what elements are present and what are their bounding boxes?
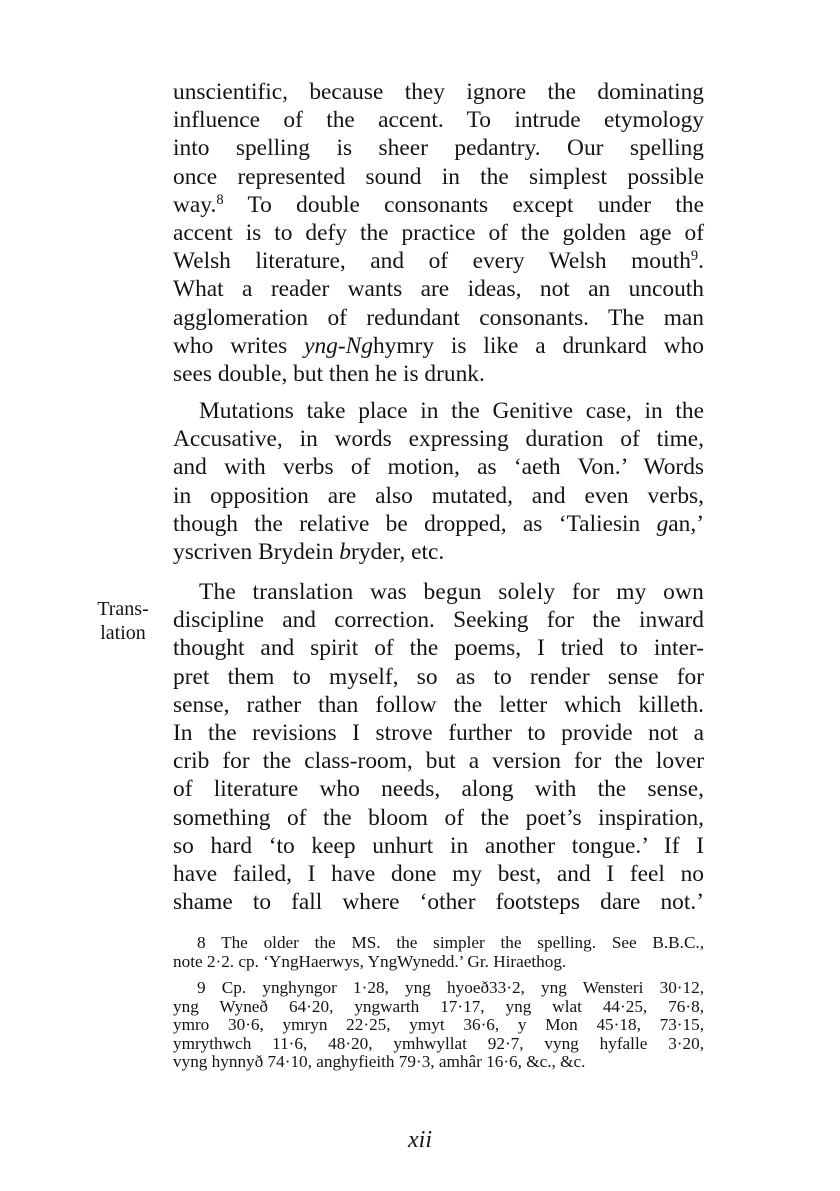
text-line: into spelling is sheer pedantry. Our spelling <box>173 135 704 162</box>
text-line: sense, rather than follow the letter which killeth. <box>173 691 704 718</box>
text-line: sees double, but then he is drunk. <box>173 361 485 388</box>
footnote-line: yng Wyneð 64·20, yngwarth 17·17, yng wlat 44·25, 76·8, <box>173 996 704 1016</box>
page-number: xii <box>408 1127 432 1153</box>
text-line <box>173 510 704 538</box>
text-line: shame to fall where ‘other footsteps dare not.’ <box>173 889 704 916</box>
footnote-line: 9 Cp. ynghyngor 1·28, yng hyoeð33·2, yng Wensteri 30·12, <box>197 978 704 997</box>
text-fragment: ryder, etc. <box>351 539 445 566</box>
margin-note <box>88 597 158 645</box>
paragraph-spelling <box>173 78 704 388</box>
footnote-line: vyng hynnyð 74·10, anghyfieith 79·3, amhâr 16·6, &c., &c. <box>173 1052 586 1072</box>
text-line: pret them to myself, so as to render sense for <box>173 663 704 690</box>
text-line: thought and spirit of the poems, I tried to inter- <box>173 635 704 662</box>
text-line <box>173 247 704 275</box>
text-line: so hard ‘to keep unhurt in another tongue.’ If I <box>173 832 704 859</box>
margin-note-line: Trans- <box>97 598 149 620</box>
text-line: unscientific, because they ignore the dominating <box>173 79 704 105</box>
text-line: The translation was begun solely for my own <box>199 579 704 605</box>
text-fragment: . <box>698 248 704 275</box>
text-fragment: yscriven Brydein <box>173 539 340 566</box>
footnote-line: ymro 30·6, ymryn 22·25, ymyt 36·6, y Mon 45·18, 73·15, <box>173 1015 704 1035</box>
italic-letter: g <box>656 510 669 537</box>
text-fragment: To double consonants except under the <box>247 191 704 218</box>
text-line: In the revisions I strove further to provide not a <box>173 720 704 747</box>
footnote-line: 8 The older the MS. the simpler the spelling. See B.B.C., <box>197 933 704 952</box>
text-fragment: Welsh literature, and of every Welsh mouth <box>173 248 691 275</box>
italic-letter: b <box>339 539 351 566</box>
text-line: accent is to defy the practice of the golden age of <box>173 220 704 247</box>
text-line: once represented sound in the simplest possible <box>173 163 704 190</box>
text-fragment: hymry <box>372 332 435 359</box>
text-line: What a reader wants are ideas, not an uncouth <box>173 276 704 303</box>
text-line: influence of the accent. To intrude etymology <box>173 107 704 134</box>
text-line: in opposition are also mutated, and even verbs, <box>173 482 704 509</box>
text-line: agglomeration of redundant consonants. The man <box>173 304 704 331</box>
footnote-9 <box>173 979 704 1072</box>
text-line: have failed, I have done my best, and I feel no <box>173 861 704 888</box>
text-line <box>173 538 704 566</box>
footnote-line: ymrythwch 11·6, 48·20, ymhwyllat 92·7, vyng hyfalle 3·20, <box>173 1033 704 1053</box>
text-line: discipline and correction. Seeking for the inward <box>173 607 704 634</box>
paragraph-translation <box>173 578 704 916</box>
text-fragment: who writes <box>173 332 305 359</box>
text-line <box>173 332 704 360</box>
text-fragment: though the relative be dropped, as ‘Taliesin <box>173 510 657 537</box>
footnote-8 <box>173 934 704 971</box>
footnote-ref-8: 8 <box>216 191 224 208</box>
text-line: and with verbs of motion, as ‘aeth Von.’ Words <box>173 454 704 481</box>
text-line <box>173 191 704 219</box>
text-line: of literature who needs, along with the sense, <box>173 776 704 803</box>
text-fragment: an,’ <box>668 510 704 537</box>
text-line: something of the bloom of the poet’s inspiration, <box>173 804 704 831</box>
text-fragment: is like a drunkard who <box>450 332 704 359</box>
footnote-line: note 2·2. cp. ‘YngHaerwys, YngWynedd.’ Gr. Hiraethog. <box>173 951 567 971</box>
text-line: Accusative, in words expressing duration of time, <box>173 426 704 453</box>
text-line: Mutations take place in the Genitive case, in the <box>199 398 704 424</box>
paragraph-mutations <box>173 397 704 566</box>
footnote-ref-9: 9 <box>690 248 699 265</box>
text-fragment: way. <box>173 191 217 218</box>
text-line: crib for the class-room, but a version for the lover <box>173 748 704 775</box>
margin-note-line: lation <box>100 622 146 644</box>
italic-word: yng-Ng <box>304 332 373 359</box>
